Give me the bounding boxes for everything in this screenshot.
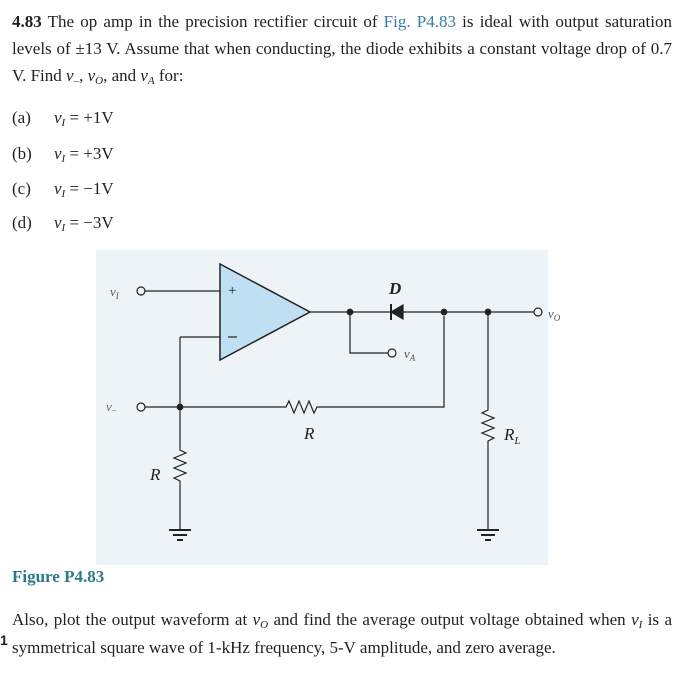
opamp-plus-sign: + (228, 283, 237, 299)
followup-text-3: is a symmetrical square wave of 1-kHz frequency, 5-V amplitude, and zero average. (12, 610, 672, 657)
problem-text-1: The op amp in the precision rectifier circuit of (47, 12, 384, 31)
ground-symbol-r (169, 530, 191, 540)
part-d (12, 213, 114, 233)
part-label: (a) (12, 108, 31, 127)
symbol-vo-sub: O (95, 75, 104, 87)
circuit-figure (96, 250, 548, 565)
followup-symbol-vi-sub: I (638, 619, 643, 631)
followup-symbol-vo-sub: O (260, 619, 269, 631)
problem-text-3: for: (154, 66, 184, 85)
ground-resistor-path (174, 407, 186, 530)
part-value: = −1V (65, 179, 114, 198)
circuit-diagram (96, 250, 548, 565)
margin-mark: 1 (0, 632, 8, 648)
part-value: = +1V (65, 108, 114, 127)
part-var: v (54, 179, 62, 198)
part-b (12, 144, 114, 164)
followup-symbol-vi: v (631, 610, 639, 629)
ground-symbol-rl (477, 530, 499, 540)
symbol-va: v (140, 66, 148, 85)
load-resistor-path (482, 312, 494, 530)
followup-text-2: and find the average output voltage obtained when (268, 610, 632, 629)
part-var: v (54, 213, 62, 232)
problem-number: 4.83 (12, 12, 42, 31)
terminal-vi (137, 287, 145, 295)
separator-1: , (79, 66, 88, 85)
part-var: v (54, 108, 62, 127)
symbol-vo: v (87, 66, 96, 85)
followup-symbol-vo: v (252, 610, 261, 629)
figure-reference-link[interactable]: Fig. P4.83 (383, 12, 456, 31)
label-va: $v_A$ (404, 346, 416, 363)
part-var-sub: I (61, 153, 66, 165)
followup-text-1: Also, plot the output waveform at (12, 610, 253, 629)
symbol-va-sub: A (147, 75, 155, 87)
part-c (12, 179, 114, 199)
opamp-triangle (220, 264, 310, 360)
terminal-va (388, 349, 396, 357)
part-label: (d) (12, 213, 32, 232)
followup-question (12, 606, 672, 662)
label-rl: $R_L$ (504, 425, 521, 447)
symbol-v-minus-sub: – (73, 75, 80, 87)
label-vo-outside: $v_O$ (548, 306, 561, 323)
part-a (12, 108, 114, 128)
problem-statement (12, 8, 672, 89)
symbol-v-minus: v (66, 66, 74, 85)
label-diode: D (389, 279, 402, 298)
part-value: = −3V (65, 213, 114, 232)
part-label: (b) (12, 144, 32, 163)
part-var-sub: I (61, 117, 66, 129)
terminal-vo (534, 308, 542, 316)
label-r-feedback: R (304, 424, 315, 443)
diode-symbol (391, 305, 403, 319)
part-var-sub: I (61, 222, 66, 234)
problem-text-2: is ideal with output saturation levels of ±13 V. Assume that when conducting, the diode exhibits a constant voltage drop of 0.7 V. Find (12, 12, 672, 85)
terminal-vminus (137, 403, 145, 411)
label-r-ground: R (150, 465, 161, 484)
part-var: v (54, 144, 62, 163)
label-vminus: v– (106, 399, 117, 415)
part-value: = +3V (65, 144, 114, 163)
wire-va (350, 312, 388, 353)
part-label: (c) (12, 179, 31, 198)
figure-caption: Figure P4.83 (12, 567, 105, 586)
part-var-sub: I (61, 188, 66, 200)
separator-2: , and (103, 66, 141, 85)
label-vi: $v_I$ (110, 284, 119, 301)
